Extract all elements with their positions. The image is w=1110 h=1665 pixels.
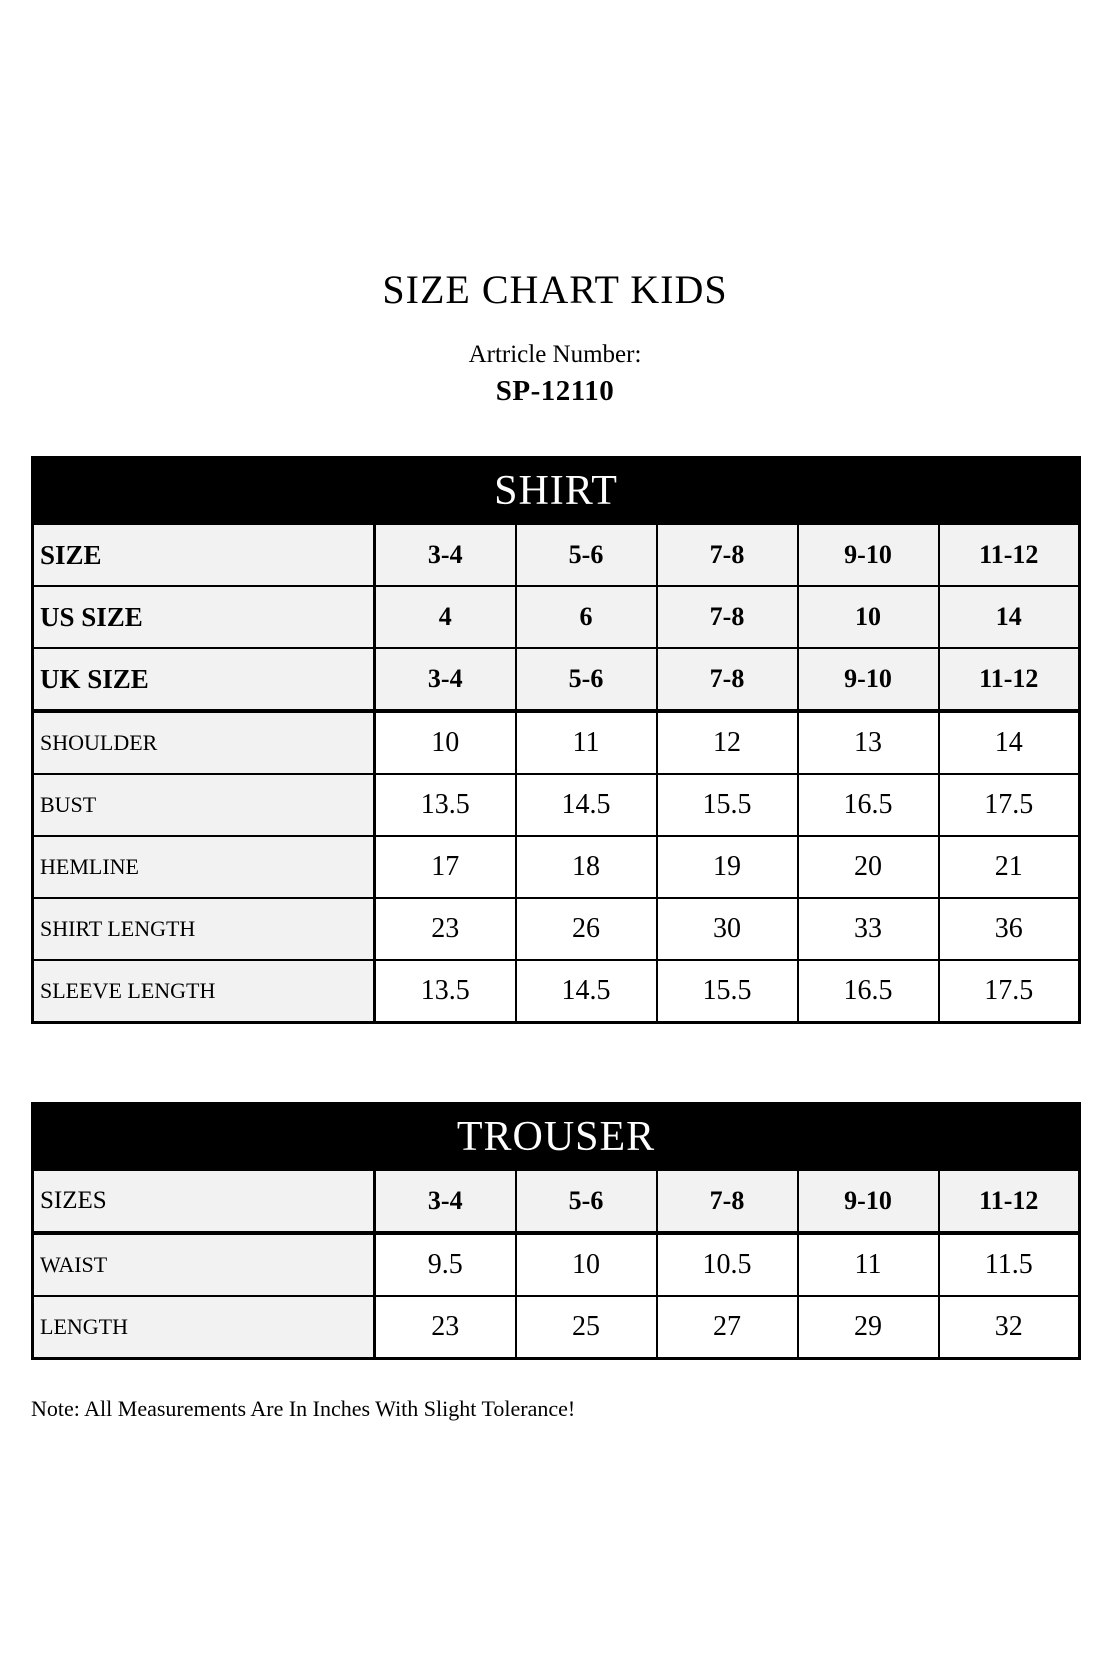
cell-value: 27 [657, 1296, 798, 1359]
page-title: SIZE CHART KIDS [382, 267, 728, 312]
cell-value: 10 [375, 711, 516, 774]
row-label: WAIST [33, 1233, 375, 1296]
article-number-value: SP-12110 [495, 375, 615, 407]
cell-value: 23 [375, 1296, 516, 1359]
row-label: SHOULDER [33, 711, 375, 774]
cell-value: 3-4 [375, 1170, 516, 1233]
cell-value: 7-8 [657, 648, 798, 711]
cell-value: 17 [375, 836, 516, 898]
cell-value: 9-10 [798, 1170, 939, 1233]
cell-value: 16.5 [798, 960, 939, 1023]
cell-value: 11 [516, 711, 657, 774]
row-label: SIZES [33, 1170, 375, 1233]
table-row [33, 524, 1080, 586]
cell-value: 33 [798, 898, 939, 960]
measurement-note: Note: All Measurements Are In Inches With Slight Tolerance! [31, 1396, 576, 1421]
cell-value: 7-8 [657, 524, 798, 586]
table-row [33, 1170, 1080, 1233]
cell-value: 4 [375, 586, 516, 648]
table-row [33, 1296, 1080, 1359]
table-row [33, 960, 1080, 1023]
cell-value: 14 [939, 711, 1080, 774]
cell-value: 14.5 [516, 774, 657, 836]
shirt-table-title-row [33, 458, 1080, 525]
row-label: SHIRT LENGTH [33, 898, 375, 960]
trouser-table-title: TROUSER [33, 1104, 1080, 1171]
cell-value: 16.5 [798, 774, 939, 836]
row-label: BUST [33, 774, 375, 836]
cell-value: 17.5 [939, 960, 1080, 1023]
cell-value: 21 [939, 836, 1080, 898]
cell-value: 5-6 [516, 648, 657, 711]
cell-value: 10 [798, 586, 939, 648]
row-label: US SIZE [33, 586, 375, 648]
cell-value: 13.5 [375, 774, 516, 836]
cell-value: 15.5 [657, 774, 798, 836]
cell-value: 7-8 [657, 586, 798, 648]
cell-value: 5-6 [516, 524, 657, 586]
cell-value: 14 [939, 586, 1080, 648]
cell-value: 29 [798, 1296, 939, 1359]
cell-value: 9.5 [375, 1233, 516, 1296]
cell-value: 7-8 [657, 1170, 798, 1233]
article-number-label: Artricle Number: [468, 341, 642, 368]
table-row [33, 774, 1080, 836]
cell-value: 32 [939, 1296, 1080, 1359]
cell-value: 30 [657, 898, 798, 960]
cell-value: 10 [516, 1233, 657, 1296]
cell-value: 36 [939, 898, 1080, 960]
cell-value: 11-12 [939, 648, 1080, 711]
cell-value: 11-12 [939, 1170, 1080, 1233]
cell-value: 9-10 [798, 524, 939, 586]
cell-value: 11.5 [939, 1233, 1080, 1296]
cell-value: 23 [375, 898, 516, 960]
cell-value: 15.5 [657, 960, 798, 1023]
cell-value: 25 [516, 1296, 657, 1359]
shirt-table-body [33, 524, 1080, 1023]
trouser-table-body [33, 1170, 1080, 1359]
cell-value: 10.5 [657, 1233, 798, 1296]
table-row [33, 586, 1080, 648]
row-label: UK SIZE [33, 648, 375, 711]
row-label: SLEEVE LENGTH [33, 960, 375, 1023]
cell-value: 20 [798, 836, 939, 898]
cell-value: 11-12 [939, 524, 1080, 586]
table-row [33, 648, 1080, 711]
shirt-size-table [31, 456, 1081, 1024]
cell-value: 19 [657, 836, 798, 898]
row-label: LENGTH [33, 1296, 375, 1359]
table-row [33, 898, 1080, 960]
trouser-size-table [31, 1102, 1081, 1360]
trouser-table-title-row [33, 1104, 1080, 1171]
cell-value: 13 [798, 711, 939, 774]
cell-value: 6 [516, 586, 657, 648]
cell-value: 5-6 [516, 1170, 657, 1233]
table-row [33, 1233, 1080, 1296]
shirt-table-title: SHIRT [33, 458, 1080, 525]
cell-value: 13.5 [375, 960, 516, 1023]
cell-value: 17.5 [939, 774, 1080, 836]
table-row [33, 711, 1080, 774]
cell-value: 9-10 [798, 648, 939, 711]
row-label: SIZE [33, 524, 375, 586]
cell-value: 3-4 [375, 524, 516, 586]
cell-value: 12 [657, 711, 798, 774]
table-row [33, 836, 1080, 898]
row-label: HEMLINE [33, 836, 375, 898]
cell-value: 18 [516, 836, 657, 898]
cell-value: 14.5 [516, 960, 657, 1023]
cell-value: 26 [516, 898, 657, 960]
cell-value: 11 [798, 1233, 939, 1296]
cell-value: 3-4 [375, 648, 516, 711]
